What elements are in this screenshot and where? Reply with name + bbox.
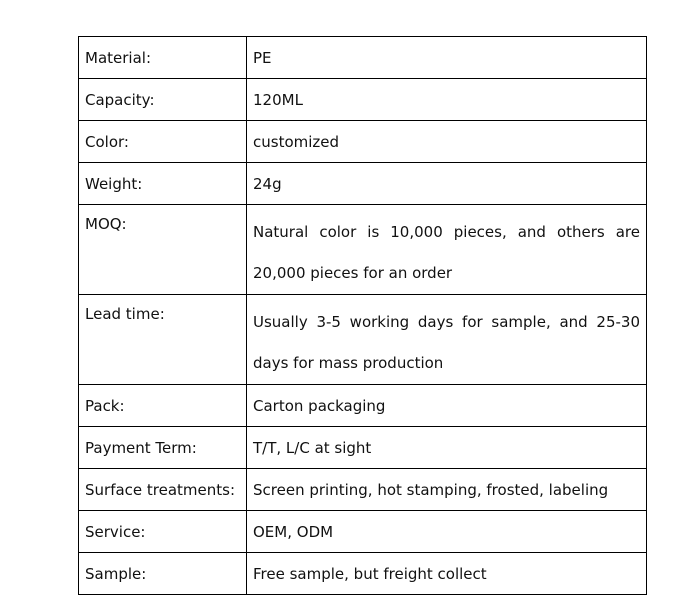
row-label: Weight: bbox=[79, 163, 247, 205]
row-value: Carton packaging bbox=[247, 385, 647, 427]
row-value: customized bbox=[247, 121, 647, 163]
row-label: Service: bbox=[79, 511, 247, 553]
row-label: MOQ: bbox=[79, 205, 247, 295]
table-row-capacity bbox=[79, 79, 647, 121]
row-value: 120ML bbox=[247, 79, 647, 121]
row-label: Material: bbox=[79, 37, 247, 79]
row-value: Screen printing, hot stamping, frosted, labeling bbox=[247, 469, 647, 511]
row-value: Free sample, but freight collect bbox=[247, 553, 647, 595]
row-label: Color: bbox=[79, 121, 247, 163]
row-value: OEM, ODM bbox=[247, 511, 647, 553]
row-label: Surface treatments: bbox=[79, 469, 247, 511]
row-label: Lead time: bbox=[79, 295, 247, 385]
specification-table bbox=[78, 36, 647, 595]
table-row-weight bbox=[79, 163, 647, 205]
table-row-surface-treatments bbox=[79, 469, 647, 511]
row-label: Pack: bbox=[79, 385, 247, 427]
table-row-service bbox=[79, 511, 647, 553]
row-value: Usually 3-5 working days for sample, and 25-30 days for mass production bbox=[247, 295, 647, 385]
table-row-payment-term bbox=[79, 427, 647, 469]
table-row-color bbox=[79, 121, 647, 163]
table-row-pack bbox=[79, 385, 647, 427]
table-row-sample bbox=[79, 553, 647, 595]
row-value: T/T, L/C at sight bbox=[247, 427, 647, 469]
table-row-moq bbox=[79, 205, 647, 295]
table-row-lead-time bbox=[79, 295, 647, 385]
row-label: Sample: bbox=[79, 553, 247, 595]
row-value: PE bbox=[247, 37, 647, 79]
table-row-material bbox=[79, 37, 647, 79]
row-value: Natural color is 10,000 pieces, and others are 20,000 pieces for an order bbox=[247, 205, 647, 295]
row-value: 24g bbox=[247, 163, 647, 205]
row-label: Capacity: bbox=[79, 79, 247, 121]
row-label: Payment Term: bbox=[79, 427, 247, 469]
